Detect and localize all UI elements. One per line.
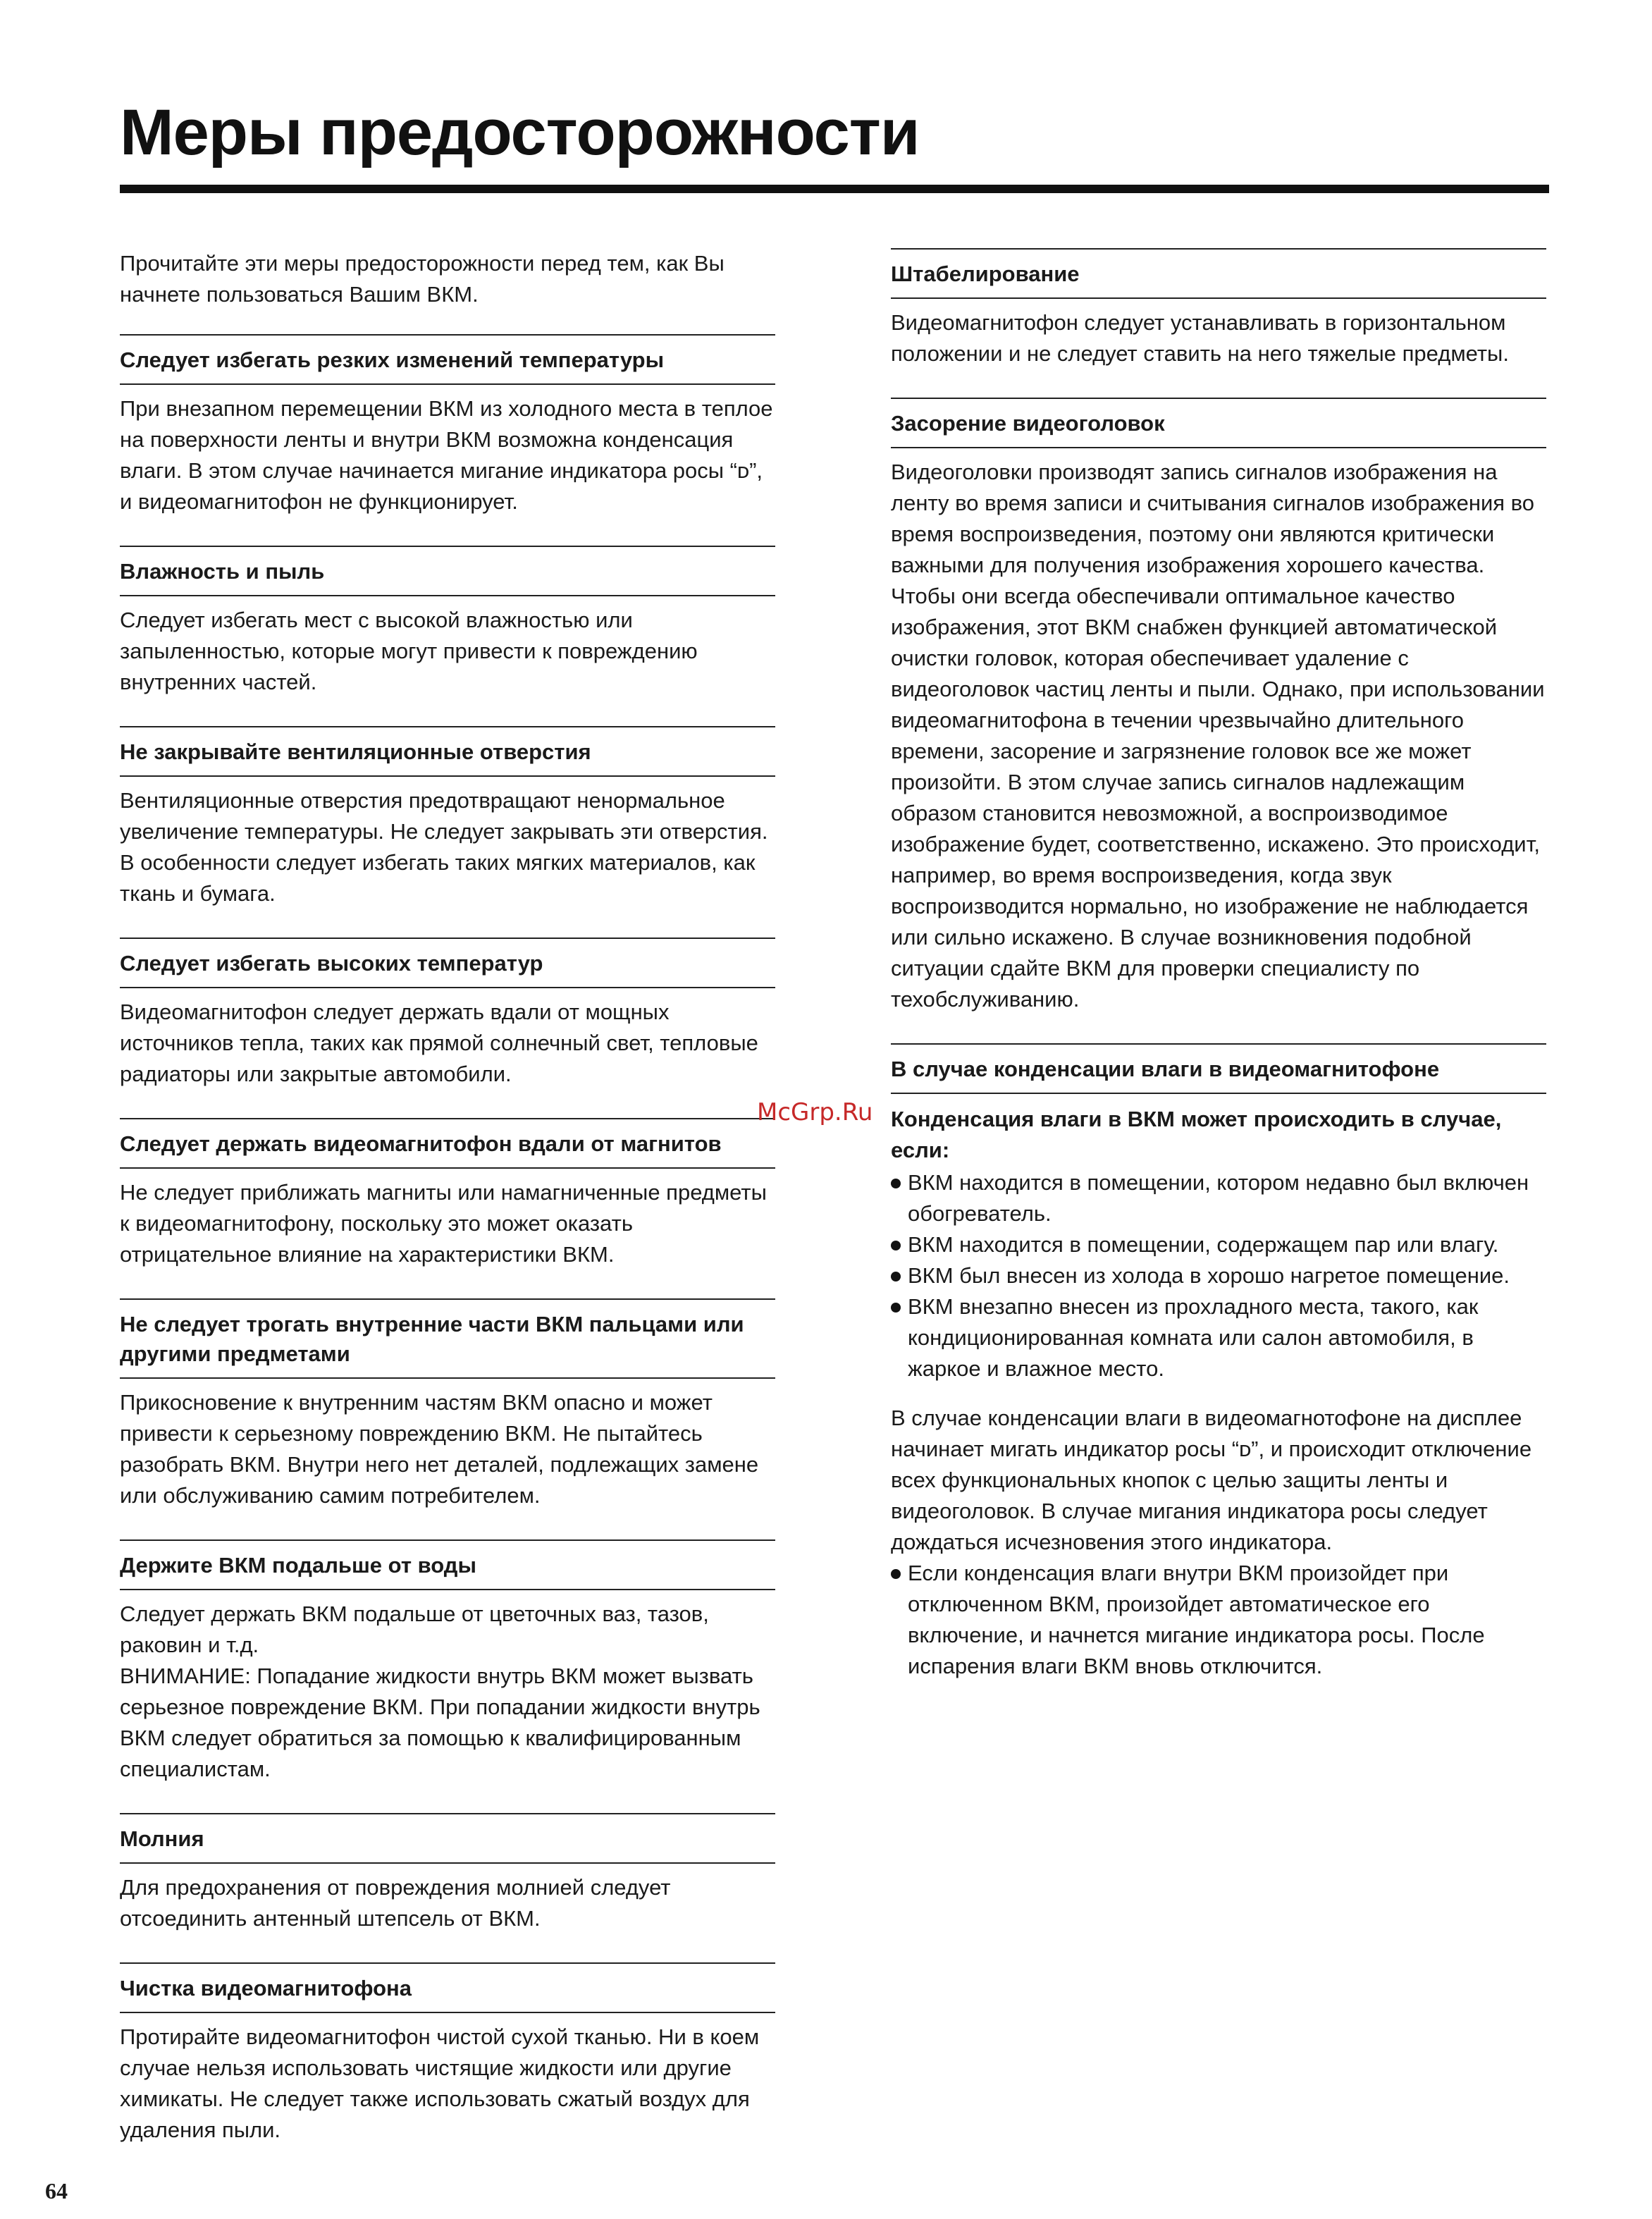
section-magnets [120, 1118, 775, 1270]
section-heading: Следует избегать резких изменений температуры [120, 334, 775, 385]
section-heading: Держите ВКМ подальше от воды [120, 1539, 775, 1590]
page-number: 64 [45, 2178, 68, 2203]
condensation-paragraph: В случае конденсации влаги в видеомагнотофоне на дисплее начинает мигать индикатор росы “ᴅ”, и происходит отключение всех функциональных кнопок с целью защиты ленты и видеоголовок. В случае мигания индикатора росы следует дождаться исчезновения этого индикатора. [891, 1406, 1532, 1554]
section-humidity-dust [120, 546, 775, 698]
list-item: Если конденсация влаги внутри ВКМ произойдет при отключенном ВКМ, произойдет автоматическое его включение, и начнется мигание индикатора росы. После испарения влаги ВКМ вновь отключится. [891, 1558, 1546, 1682]
section-body: Видеомагнитофон следует устанавливать в горизонтальном положении и не следует ставить на него тяжелые предметы. [891, 310, 1509, 366]
section-ventilation [120, 726, 775, 909]
section-condensation [891, 1043, 1546, 1682]
condensation-list [891, 1167, 1546, 1384]
bullet-icon [891, 1241, 901, 1250]
section-body: Следует держать ВКМ подальше от цветочных ваз, тазов, раковин и т.д. [120, 1602, 709, 1657]
section-heading: Влажность и пыль [120, 546, 775, 596]
right-column [891, 248, 1546, 1700]
section-heading: Следует избегать высоких температур [120, 938, 775, 988]
section-body: При внезапном перемещении ВКМ из холодного места в теплое на поверхности ленты и внутри ВКМ возможна конденсация влаги. В этом случае начинается мигание индикатора росы “ᴅ”, и видеомагнитофон не функционирует. [120, 396, 773, 514]
section-heading: Чистка видеомагнитофона [120, 1962, 775, 2013]
list-item: ВКМ был внесен из холода в хорошо нагретое помещение. [891, 1260, 1546, 1291]
bullet-icon [891, 1179, 901, 1188]
section-body: Следует избегать мест с высокой влажностью или запыленностью, которые могут привести к повреждению внутренних частей. [120, 608, 698, 694]
watermark: McGrp.Ru [757, 1098, 873, 1126]
left-column [120, 248, 775, 2174]
section-body: Прикосновение к внутренним частям ВКМ опасно и может привести к серьезному повреждению ВКМ. Не пытайтесь разобрать ВКМ. Внутри него нет деталей, подлежащих замене или обслуживанию самим потребителем. [120, 1390, 759, 1508]
condensation-list-2 [891, 1558, 1546, 1682]
section-lightning [120, 1813, 775, 1934]
page-title: Меры предосторожности [120, 97, 920, 168]
section-body: Вентиляционные отверстия предотвращают ненормальное увеличение температуры. Не следует закрывать эти отверстия. В особенности следует избегать таких мягких материалов, как ткань и бумага. [120, 788, 768, 906]
list-item: ВКМ находится в помещении, содержащем пар или влагу. [891, 1229, 1546, 1260]
section-body: Протирайте видеомагнитофон чистой сухой тканью. Ни в коем случае нельзя использовать чистящие жидкости или другие химикаты. Не следует также использовать сжатый воздух для удаления пыли. [120, 2024, 760, 2142]
section-heading: В случае конденсации влаги в видеомагнитофоне [891, 1043, 1546, 1094]
bullet-icon [891, 1569, 901, 1579]
section-heading: Молния [120, 1813, 775, 1864]
section-internal-parts [120, 1298, 775, 1511]
list-item: ВКМ находится в помещении, котором недавно был включен обогреватель. [891, 1167, 1546, 1229]
section-body: Не следует приближать магниты или намагниченные предметы к видеомагнитофону, поскольку это может оказать отрицательное влияние на характеристики ВКМ. [120, 1180, 767, 1267]
condensation-subheading: Конденсация влаги в ВКМ может происходить в случае, если: [891, 1107, 1502, 1162]
intro-text: Прочитайте эти меры предосторожности перед тем, как Вы начнете пользоваться Вашим ВКМ. [120, 251, 725, 307]
section-high-temperatures [120, 938, 775, 1090]
title-rule [120, 185, 1549, 193]
section-cleaning [120, 1962, 775, 2146]
warning-text: ВНИМАНИЕ: Попадание жидкости внутрь ВКМ может вызвать серьезное повреждение ВКМ. При попадании жидкости внутрь ВКМ следует обратиться за помощью к квалифицированным специалистам. [120, 1664, 760, 1781]
section-body: Для предохранения от повреждения молнией следует отсоединить антенный штепсель от ВКМ. [120, 1875, 671, 1931]
section-heading: Следует держать видеомагнитофон вдали от магнитов [120, 1118, 775, 1169]
section-body: Видеоголовки производят запись сигналов изображения на ленту во время записи и считывания сигналов изображения во время воспроизведения, поэтому они являются критически важными для получения изображения хорошего качества. Чтобы они всегда обеспечивали оптимальное качество изображения, этот ВКМ снабжен функцией автоматической очистки головок, которая обеспечивает удаление с видеоголовок частиц ленты и пыли. Однако, при использовании видеомагнитофона в течении чрезвычайно длительного времени, засорение и загрязнение головок все же может произойти. В этом случае запись сигналов надлежащим образом становится невозможной, а воспроизводимое изображение будет, соответственно, искажено. Это происходит, например, во время воспроизведения, когда звук воспроизводится нормально, но изображение не наблюдается или сильно искажено. В случае возникновения подобной ситуации сдайте ВКМ для проверки специалисту по техобслуживанию. [891, 460, 1545, 1012]
bullet-icon [891, 1303, 901, 1313]
section-stacking [891, 248, 1546, 369]
section-heading: Штабелирование [891, 248, 1546, 299]
section-heading: Не следует трогать внутренние части ВКМ пальцами или другими предметами [120, 1298, 775, 1379]
list-item: ВКМ внезапно внесен из прохладного места, такого, как кондиционированная комната или салон автомобиля, в жаркое и влажное место. [891, 1291, 1546, 1384]
section-heading: Засорение видеоголовок [891, 398, 1546, 448]
section-temperature-changes [120, 334, 775, 517]
bullet-icon [891, 1272, 901, 1281]
section-head-clogging [891, 398, 1546, 1015]
section-body: Видеомагнитофон следует держать вдали от мощных источников тепла, таких как прямой солнечный свет, тепловые радиаторы или закрытые автомобили. [120, 1000, 758, 1086]
section-water [120, 1539, 775, 1785]
section-heading: Не закрывайте вентиляционные отверстия [120, 726, 775, 777]
